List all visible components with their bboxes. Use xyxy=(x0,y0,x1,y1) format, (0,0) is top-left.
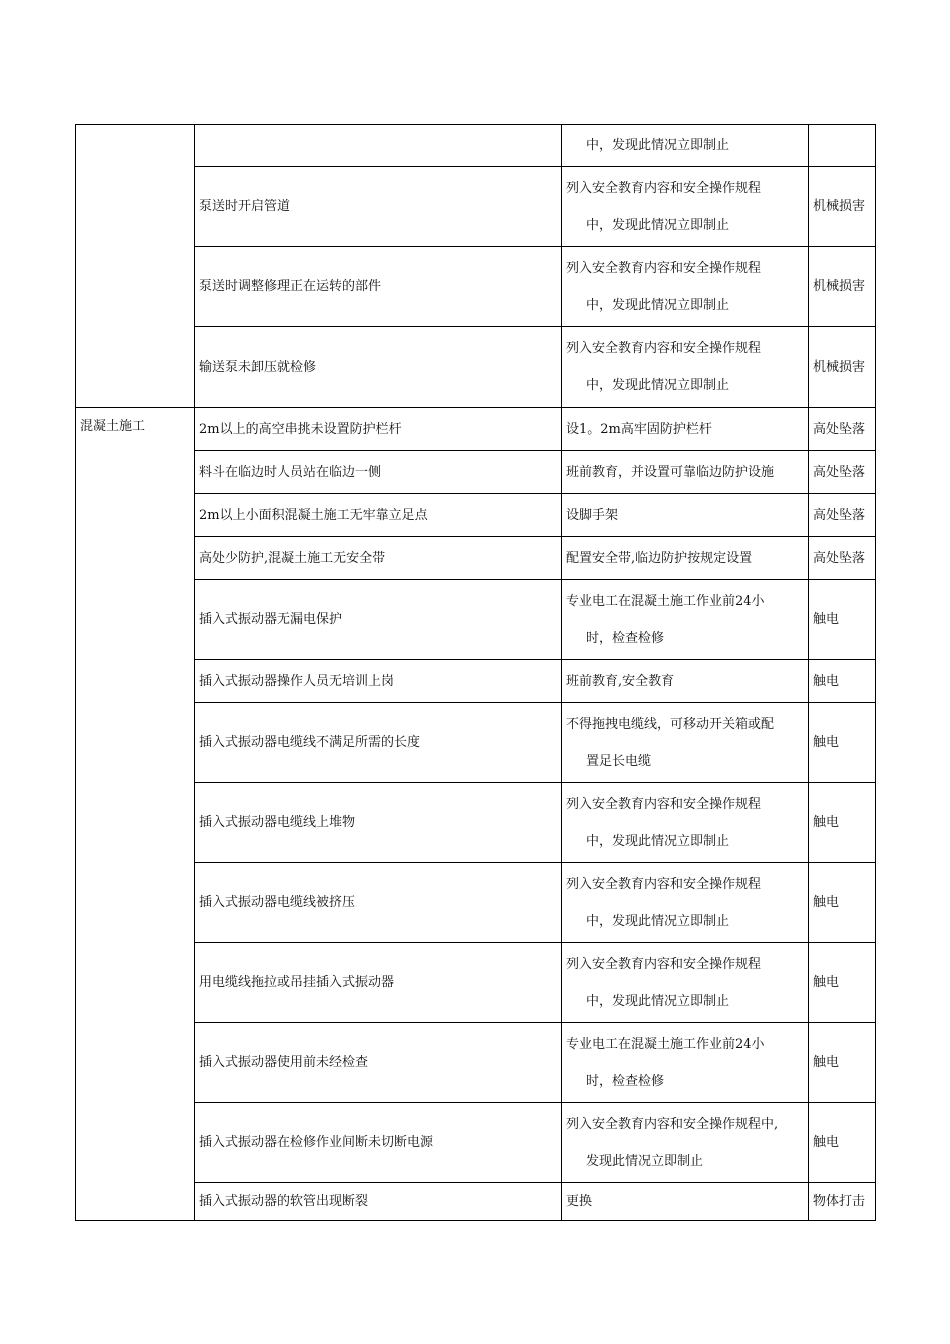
hazard-cell: 触电 xyxy=(809,660,876,703)
table-row xyxy=(76,494,876,537)
measure-line: 更换 xyxy=(566,1194,593,1209)
measure-cell xyxy=(562,783,809,863)
measure-line: 专业电工在混凝土施工作业前24小 xyxy=(566,1036,765,1052)
hazard-cell: 触电 xyxy=(809,863,876,943)
hazard-cell: 高处坠落 xyxy=(809,494,876,537)
measure-cell xyxy=(562,1183,809,1221)
measure-line: 列入安全教育内容和安全操作规程 xyxy=(566,796,762,812)
measure-cell xyxy=(562,451,809,494)
table-row xyxy=(76,863,876,943)
table-row xyxy=(76,167,876,247)
activity-cell: 输送泵未卸压就检修 xyxy=(195,327,562,408)
measure-line: 时，检查检修 xyxy=(586,630,665,646)
activity-cell: 插入式振动器在检修作业间断未切断电源 xyxy=(195,1103,562,1183)
hazard-cell xyxy=(809,125,876,167)
measure-line: 专业电工在混凝土施工作业前24小 xyxy=(566,593,765,609)
risk-table xyxy=(75,124,876,1221)
table-row xyxy=(76,580,876,660)
hazard-cell: 触电 xyxy=(809,703,876,783)
measure-line: 配置安全带,临边防护按规定设置 xyxy=(566,550,753,566)
activity-cell: 2m以上小面积混凝土施工无牢靠立足点 xyxy=(195,494,562,537)
measure-cell xyxy=(562,580,809,660)
table-row xyxy=(76,660,876,703)
measure-line: 中，发现此情况立即制止 xyxy=(586,833,730,849)
hazard-cell: 机械损害 xyxy=(809,327,876,408)
measure-line: 设1。2m高牢固防护栏杆 xyxy=(566,421,712,437)
measure-cell xyxy=(562,863,809,943)
measure-line: 中，发现此情况立即制止 xyxy=(586,378,730,393)
table-row xyxy=(76,125,876,167)
measure-line: 中，发现此情况立即制止 xyxy=(586,993,730,1009)
hazard-cell: 机械损害 xyxy=(809,247,876,327)
hazard-cell: 高处坠落 xyxy=(809,537,876,580)
measure-line: 发现此情况立即制止 xyxy=(586,1153,704,1169)
category-cell: 混凝土施工 xyxy=(76,408,195,1221)
hazard-cell: 触电 xyxy=(809,783,876,863)
measure-line: 列入安全教育内容和安全操作规程 xyxy=(566,341,762,356)
measure-cell xyxy=(562,167,809,247)
activity-cell: 插入式振动器操作人员无培训上岗 xyxy=(195,660,562,703)
hazard-cell: 高处坠落 xyxy=(809,408,876,451)
activity-cell: 插入式振动器无漏电保护 xyxy=(195,580,562,660)
table-row xyxy=(76,703,876,783)
measure-line: 中，发现此情况立即制止 xyxy=(586,297,730,313)
table-row xyxy=(76,1103,876,1183)
table-row xyxy=(76,783,876,863)
hazard-cell: 物体打击 xyxy=(809,1183,876,1221)
measure-line: 置足长电缆 xyxy=(586,753,652,769)
activity-cell: 2m以上的高空串挑未设置防护栏杆 xyxy=(195,408,562,451)
activity-cell: 高处少防护,混凝土施工无安全带 xyxy=(195,537,562,580)
table-row xyxy=(76,451,876,494)
activity-cell: 料斗在临边时人员站在临边一侧 xyxy=(195,451,562,494)
table-row xyxy=(76,1023,876,1103)
measure-cell xyxy=(562,1023,809,1103)
activity-cell: 插入式振动器电缆线不满足所需的长度 xyxy=(195,703,562,783)
measure-line: 列入安全教育内容和安全操作规程中, xyxy=(566,1116,779,1132)
measure-line: 不得拖拽电缆线，可移动开关箱或配 xyxy=(566,716,775,732)
measure-cell xyxy=(562,125,809,167)
measure-line: 列入安全教育内容和安全操作规程 xyxy=(566,180,762,196)
table-row xyxy=(76,1183,876,1221)
measure-line: 列入安全教育内容和安全操作规程 xyxy=(566,260,762,276)
measure-line: 中，发现此情况立即制止 xyxy=(586,913,730,929)
table-row xyxy=(76,943,876,1023)
measure-line: 列入安全教育内容和安全操作规程 xyxy=(566,956,762,972)
measure-cell xyxy=(562,1103,809,1183)
hazard-cell: 触电 xyxy=(809,580,876,660)
hazard-cell: 触电 xyxy=(809,1023,876,1103)
measure-cell xyxy=(562,327,809,408)
measure-cell xyxy=(562,247,809,327)
measure-cell xyxy=(562,943,809,1023)
measure-cell xyxy=(562,537,809,580)
activity-cell: 插入式振动器电缆线上堆物 xyxy=(195,783,562,863)
table-row xyxy=(76,408,876,451)
measure-line: 中，发现此情况立即制止 xyxy=(586,138,730,153)
measure-line: 列入安全教育内容和安全操作规程 xyxy=(566,876,762,892)
activity-cell: 泵送时调整修理正在运转的部件 xyxy=(195,247,562,327)
activity-cell: 插入式振动器电缆线被挤压 xyxy=(195,863,562,943)
activity-cell: 插入式振动器使用前未经检查 xyxy=(195,1023,562,1103)
table-row xyxy=(76,247,876,327)
risk-table-body xyxy=(76,125,876,1221)
hazard-cell: 触电 xyxy=(809,943,876,1023)
measure-cell xyxy=(562,703,809,783)
table-row xyxy=(76,537,876,580)
activity-cell xyxy=(195,125,562,167)
measure-line: 班前教育，并设置可靠临边防护设施 xyxy=(566,464,775,480)
measure-cell xyxy=(562,408,809,451)
activity-cell: 泵送时开启管道 xyxy=(195,167,562,247)
category-cell xyxy=(76,125,195,408)
measure-line: 时，检查检修 xyxy=(586,1073,665,1089)
hazard-cell: 高处坠落 xyxy=(809,451,876,494)
measure-cell xyxy=(562,660,809,703)
measure-line: 班前教育,安全教育 xyxy=(566,673,675,689)
activity-cell: 插入式振动器的软管出现断裂 xyxy=(195,1183,562,1221)
measure-line: 中，发现此情况立即制止 xyxy=(586,217,730,233)
hazard-cell: 触电 xyxy=(809,1103,876,1183)
activity-cell: 用电缆线拖拉或吊挂插入式振动器 xyxy=(195,943,562,1023)
table-row xyxy=(76,327,876,408)
measure-cell xyxy=(562,494,809,537)
measure-line: 设脚手架 xyxy=(566,507,619,523)
hazard-cell: 机械损害 xyxy=(809,167,876,247)
